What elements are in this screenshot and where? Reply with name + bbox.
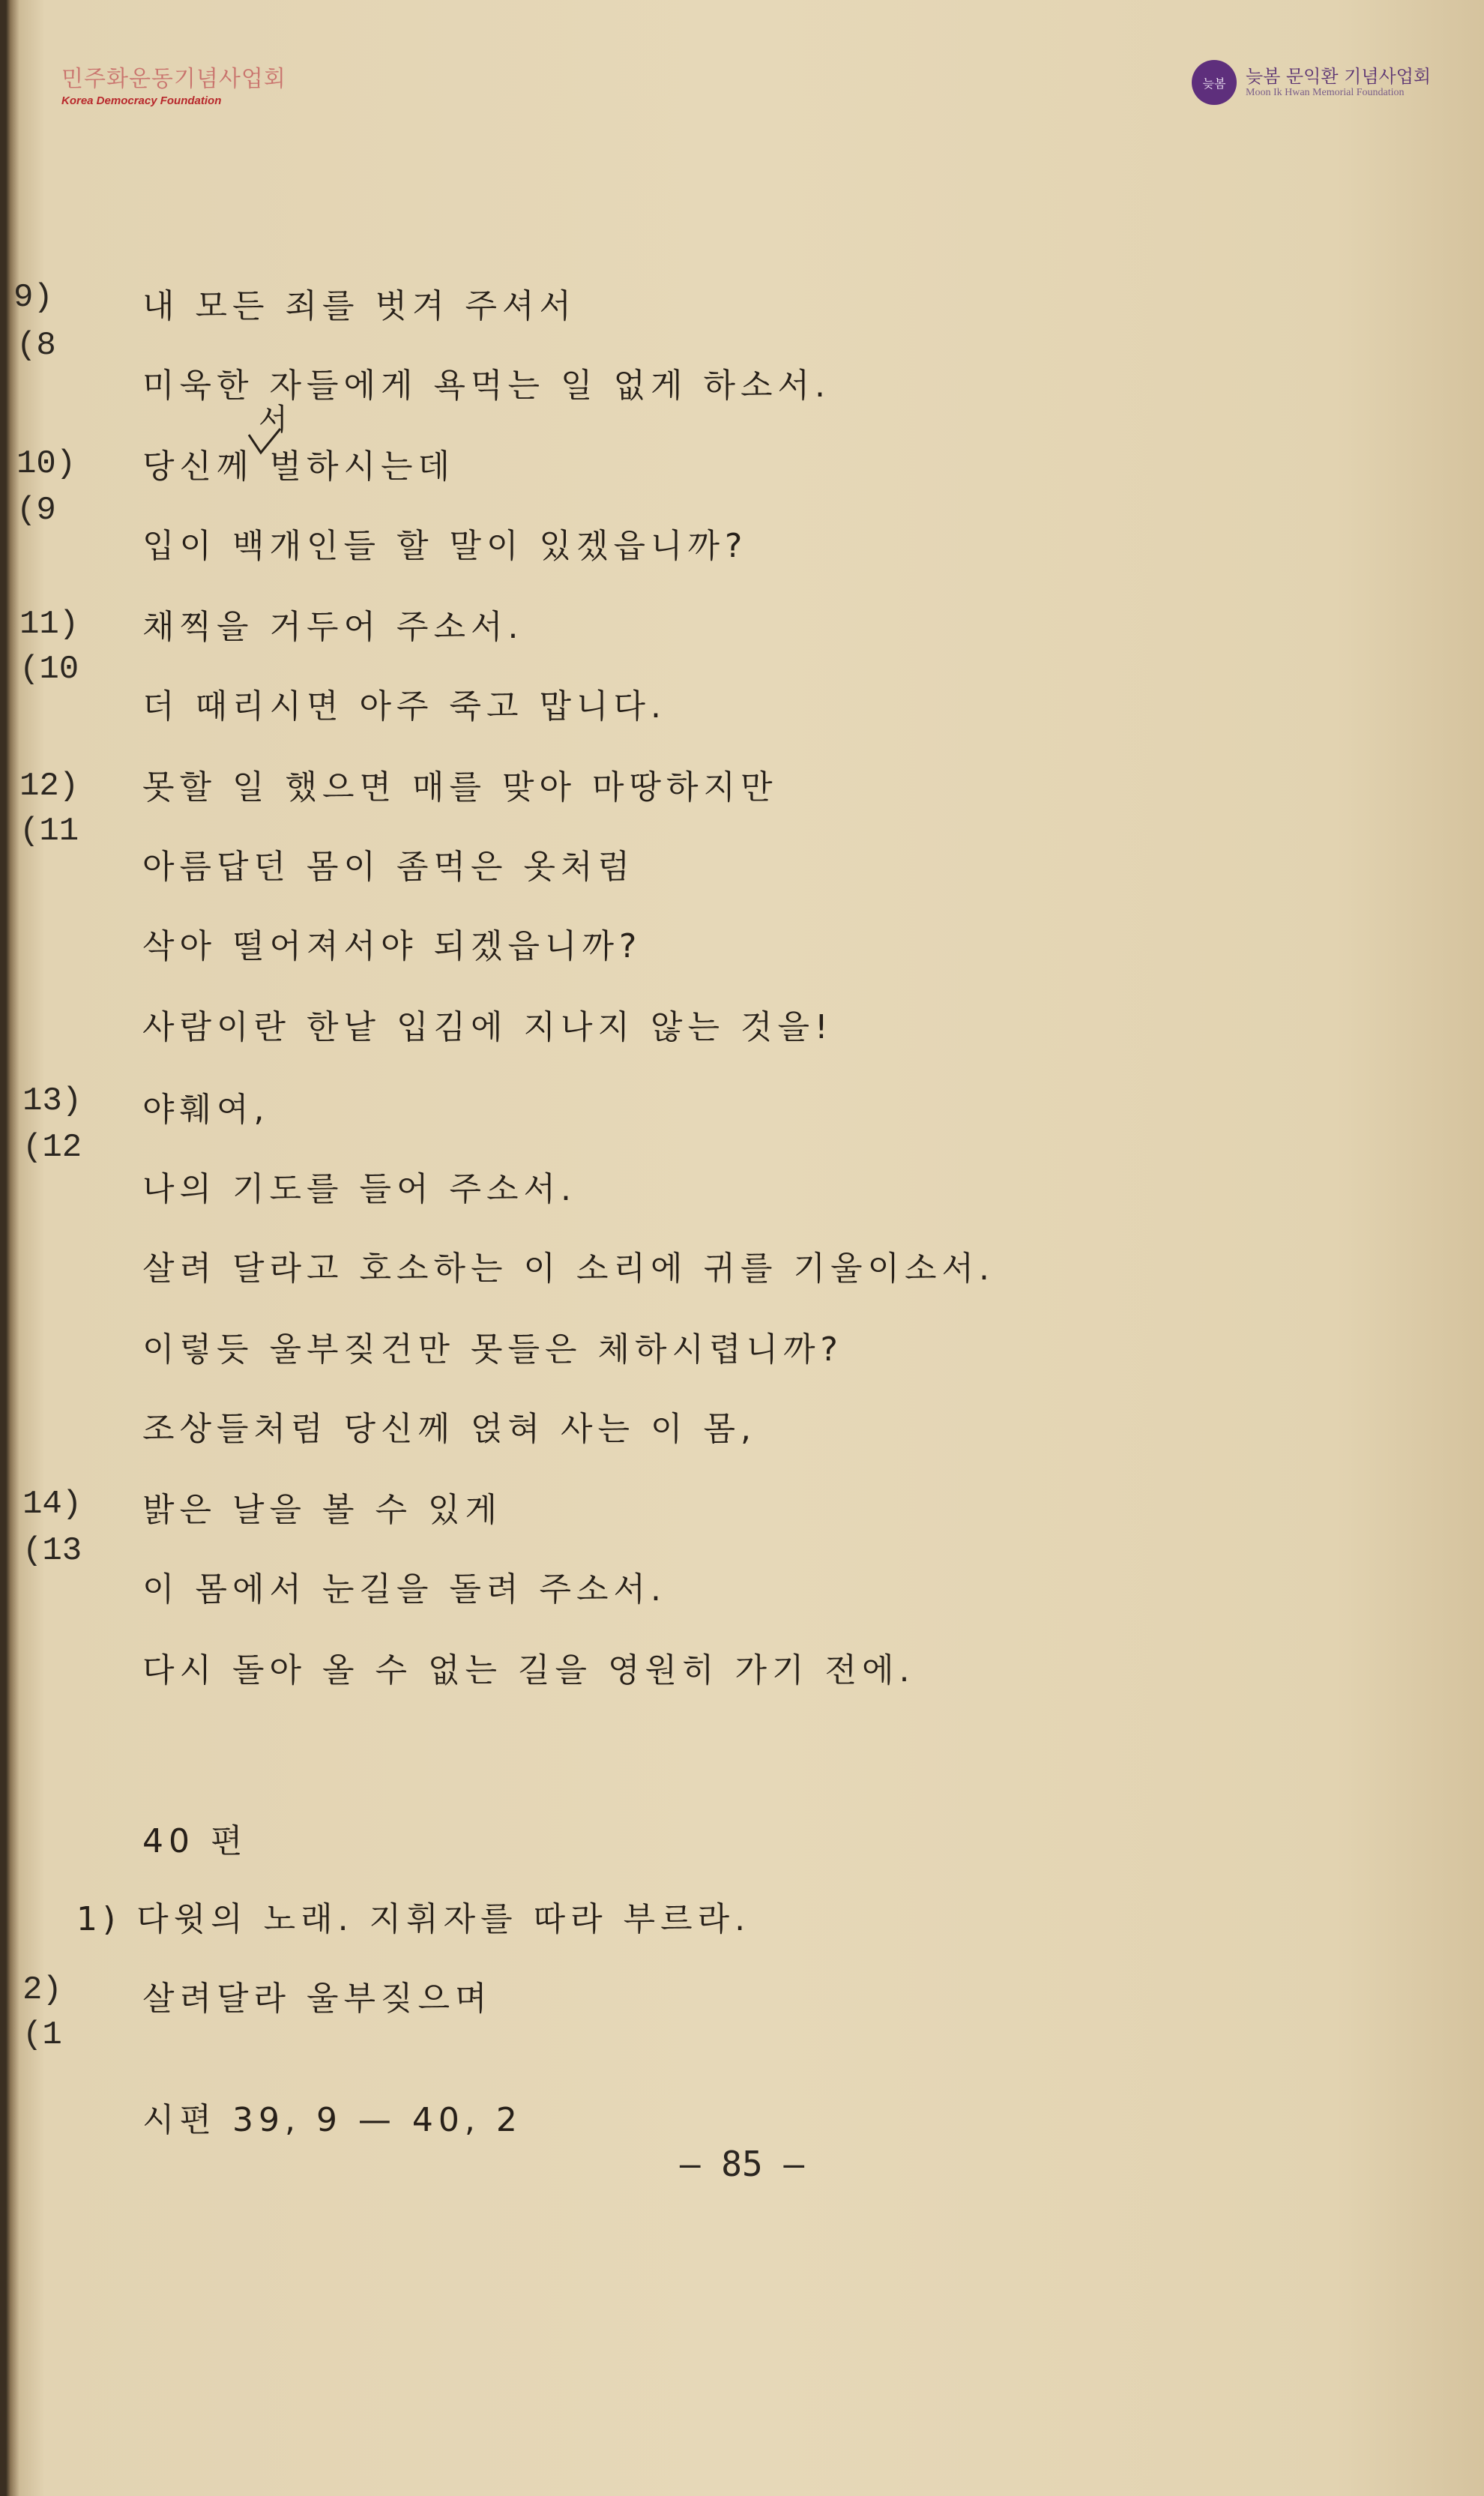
moon-ik-hwan-foundation-logo [1192,60,1462,106]
section-heading: 40 편 [142,1822,248,1860]
verse-mark: 14) [22,1486,82,1523]
text-line: 삭아 떨어져서야 되겠읍니까? [142,927,642,965]
text-line: 채찍을 거두어 주소서. [142,608,524,646]
text-line: 이 몸에서 눈길을 돌려 주소서. [142,1570,666,1609]
seal-icon: 늦봄 [1192,60,1237,105]
text-line: 다시 돌아 올 수 없는 길을 영원히 가기 전에. [142,1651,915,1689]
text-line: 나의 기도를 들어 주소서. [142,1170,576,1208]
verse-mark: (13 [22,1532,82,1570]
verse-mark: 13) [22,1082,82,1120]
text-line: 1) 다윗의 노래. 지휘자를 따라 부르라. [76,1900,751,1938]
text-line: 살려 달라고 호소하는 이 소리에 귀를 기울이소서. [142,1249,995,1288]
citation: 시편 39, 9 — 40, 2 [142,2101,522,2139]
text-line: 못할 일 했으면 매를 맞아 마땅하지만 [142,768,778,807]
handwritten-insertion: 서 [259,403,288,437]
text-line: 더 때리시면 아주 죽고 맙니다. [142,687,666,726]
text-line: 미욱한 자들에게 욕먹는 일 없게 하소서. [142,367,830,405]
text-line: 내 모든 죄를 벗겨 주셔서 [142,287,576,325]
verse-mark: 11) [19,606,79,643]
verse-mark: (11 [19,813,79,850]
logo-english-text: Korea Democracy Foundation [61,94,222,107]
page-number: — 85 — [679,2144,805,2184]
verse-mark: 9) [13,279,53,316]
text-line: 아름답던 몸이 좀먹은 옷처럼 [142,848,636,886]
verse-mark: (8 [16,327,56,364]
verse-mark: (1 [22,2016,62,2054]
text-line: 당신께 벌하시는데 [142,447,456,486]
text-line: 입이 백개인들 할 말이 있겠읍니까? [142,527,748,565]
logo-english-text: Moon Ik Hwan Memorial Foundation [1246,87,1405,98]
verse-mark: 12) [19,768,79,805]
verse-mark: 2) [22,1971,62,2009]
logo-korean-text: 늦봄 문익환 기념사업회 [1246,66,1432,87]
verse-mark: 10) [16,445,76,483]
logo-korean-text: 민주화운동기념사업회 [61,66,286,92]
text-line: 살려달라 울부짖으며 [142,1980,492,2018]
verse-mark: (10 [19,651,79,688]
text-line: 밝은 날을 볼 수 있게 [142,1491,502,1529]
verse-mark: (9 [16,492,56,529]
text-line: 사람이란 한낱 입김에 지나지 않는 것을! [142,1008,833,1046]
korea-democracy-foundation-logo [61,60,286,107]
text-line: 야훼여, [142,1091,270,1129]
text-line: 이렇듯 울부짖건만 못들은 체하시렵니까? [142,1330,843,1369]
verse-mark: (12 [22,1129,82,1166]
text-line: 조상들처럼 당신께 얹혀 사는 이 몸, [142,1410,756,1448]
